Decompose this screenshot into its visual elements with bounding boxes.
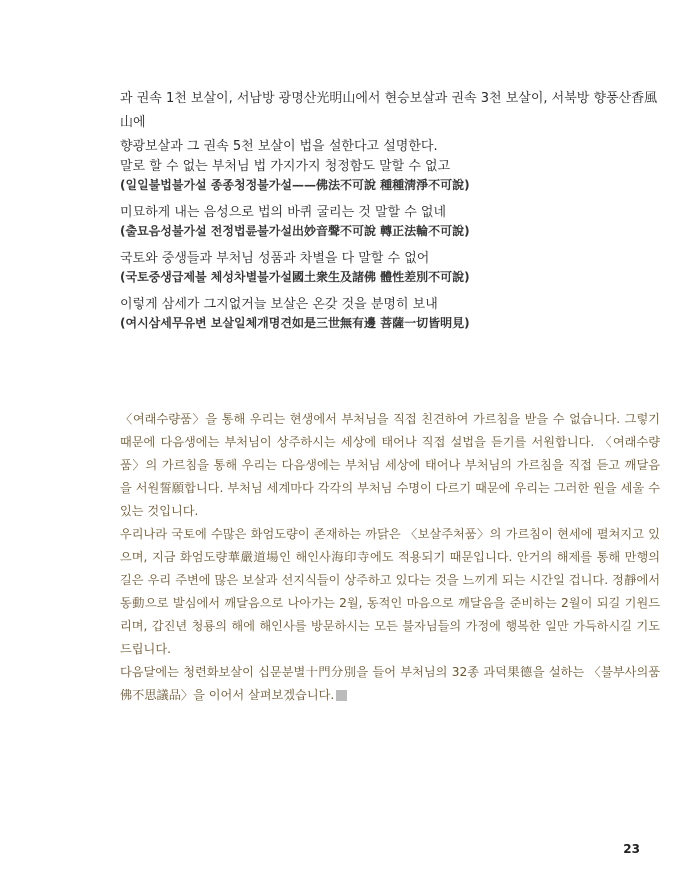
intro-line: 향광보살과 그 권속 5천 보살이 법을 설한다고 설명한다.	[120, 139, 438, 154]
verse-line: 미묘하게 내는 음성으로 법의 바퀴 굴리는 것 말할 수 없네	[120, 205, 447, 220]
verse-line: 국토와 중생들과 부처님 성품과 차별을 다 말할 수 없어	[120, 251, 430, 266]
verse-block	[120, 158, 660, 342]
body-paragraph: 우리나라 국토에 수많은 화엄도량이 존재하는 까닭은 〈보살주처품〉의 가르침이 현세에 펼쳐지고 있으며, 지금 화엄도량華嚴道場인 해인사海印寺에도 적용되기 때문입니다. 안거의 해제를 통해 만행의 길은 우리 주변에 많은 보살과 선지식들이 상주하고 있다는 것을 느끼게 되는 시간일 겁니다. 정靜에서 동動으로 발심에서 깨달음으로 나아가는 2월, 동적인 마음으로 깨달음을 준비하는 2월이 되길 기원드리며, 갑진년 청룡의 해에 해인사를 방문하시는 모든 불자님들의 가정에 행복한 일만 가득하시길 기도드립니다.	[120, 527, 660, 656]
body-paragraph-text: 다음달에는 청련화보살이 십문분별十門分別을 들어 부처님의 32종 과덕果德을 설하는 〈불부사의품佛不思議品〉을 이어서 살펴보겠습니다.	[120, 665, 660, 702]
verse-gloss: (여시삼세무유변 보살일체개명견如是三世無有邊 菩薩一切皆明見)	[120, 316, 470, 330]
intro-line: 과 권속 1천 보살이, 서남방 광명산光明山에서 현승보살과 권속 3천 보살이, 서북방 향풍산香風山에	[120, 91, 658, 130]
intro-text	[120, 87, 660, 159]
verse-gloss: (출묘음성불가설 전정법륜불가설出妙音聲不可說 轉正法輪不可說)	[120, 224, 470, 238]
end-mark-icon	[336, 690, 347, 701]
verse-line: 말로 할 수 없는 부처님 법 가지가지 청정함도 말할 수 없고	[120, 159, 451, 174]
verse-gloss: (국토중생급제불 체성차별불가설國土衆生及諸佛 體性差別不可說)	[120, 270, 470, 284]
page-number: 23	[623, 842, 640, 856]
body-paragraph	[120, 661, 660, 707]
verse-gloss: (일일불법불가설 종종청정불가설——佛法不可說 種種淸淨不可說)	[120, 178, 470, 192]
body-text	[120, 408, 660, 707]
body-paragraph: 〈여래수량품〉을 통해 우리는 현생에서 부처님을 직접 친견하여 가르침을 받을 수 없습니다. 그렇기 때문에 다음생에는 부처님이 상주하시는 세상에 태어나 직접 설법을 듣기를 서원합니다. 〈여래수량품〉의 가르침을 통해 우리는 다음생에는 부처님 세상에 태어나 부처님의 가르침을 직접 듣고 깨달음을 서원誓願합니다. 부처님 세계마다 각각의 부처님 수명이 다르기 때문에 우리는 그러한 원을 세울 수 있는 것입니다.	[120, 412, 660, 518]
verse-line: 이렇게 삼세가 그지없거늘 보살은 온갖 것을 분명히 보내	[120, 297, 438, 312]
